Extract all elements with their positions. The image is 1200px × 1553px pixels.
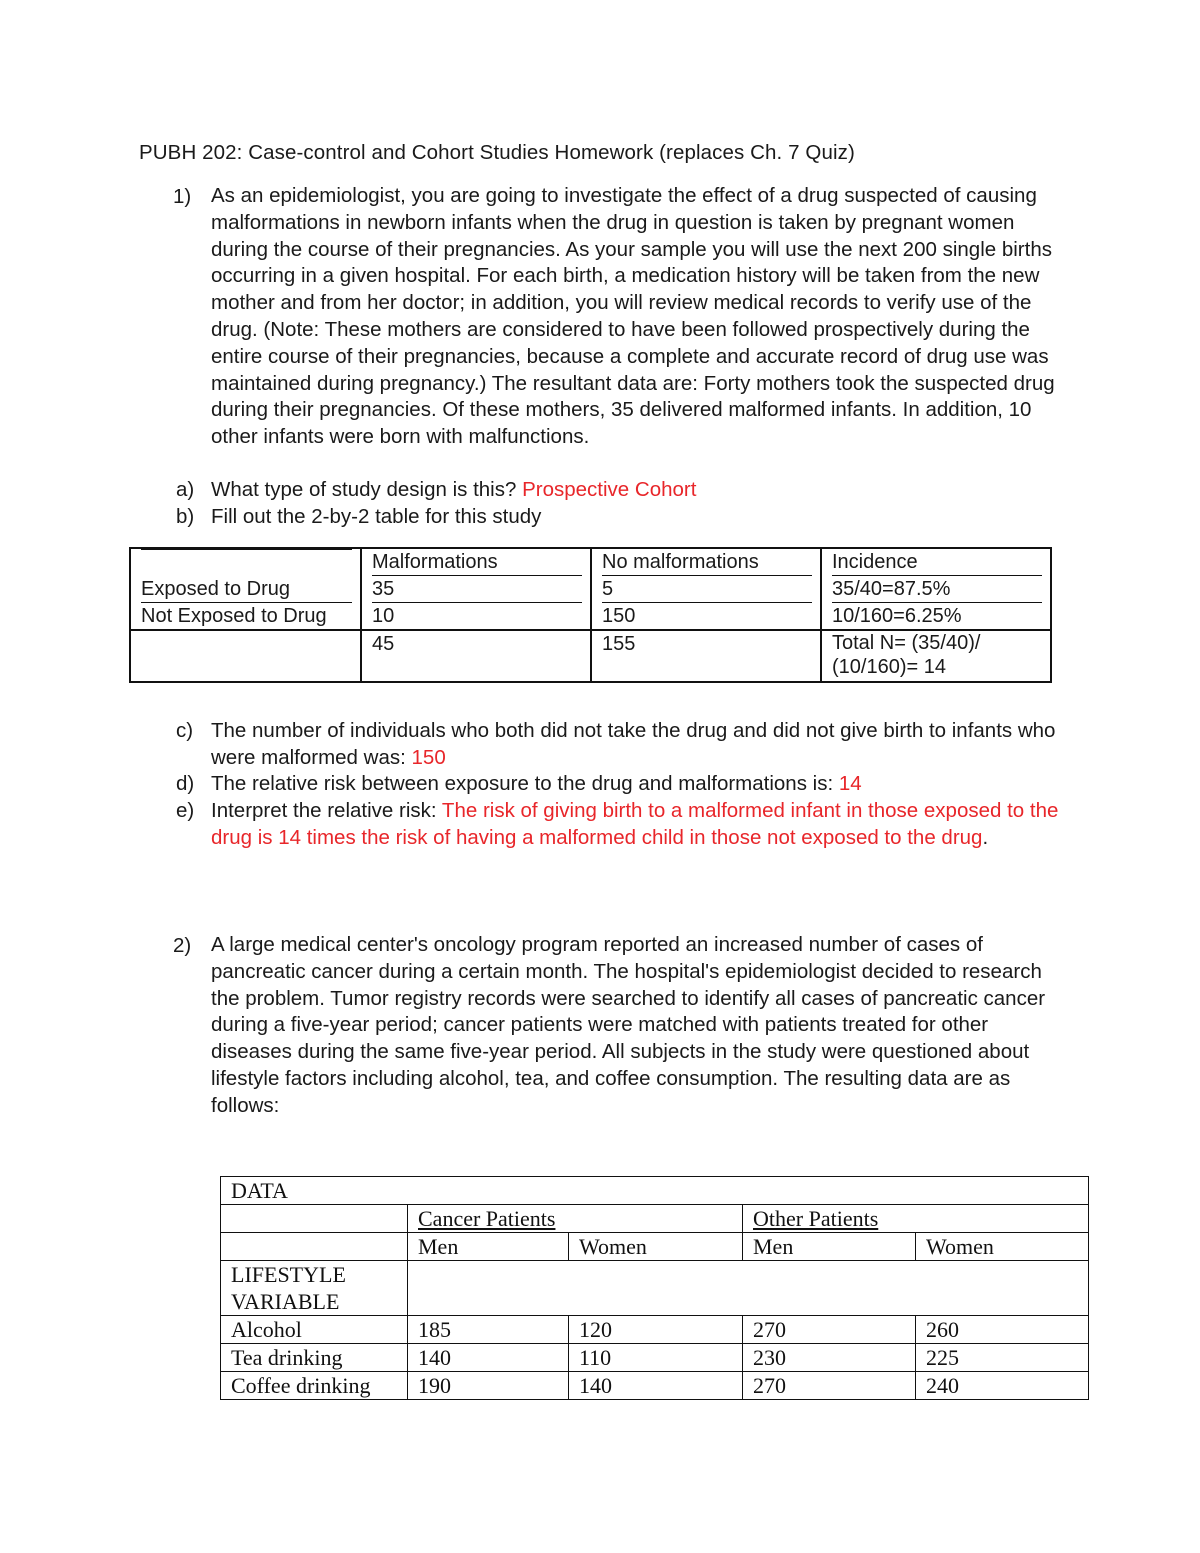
q1c-line <box>211 718 1071 772</box>
q1-text: As an epidemiologist, you are going to investigate the effect of a drug suspected of causing malformations in newborn infants when the drug in question is taken by pregnant women during the course of their pregnancies. As your sample you will use the next 200 single births occurring in a given hospital. For each birth, a medication history will be taken from the new mother and from her doctor; in addition, you will review medical records to verify use of the drug. (Note: These mothers are considered to have been followed prospectively during the entire course of their pregnancies, because a complete and accurate record of drug use was maintained during pregnancy.) The resultant data are: Forty mothers took the suspected drug during their pregnancies. Of these mothers, 35 delivered malformed infants. In addition, 10 other infants were born with malfunctions. <box>211 184 1055 449</box>
table-subheader: Men <box>408 1233 569 1261</box>
table-cell: 10/160=6.25% <box>821 603 1051 630</box>
table-cell: 190 <box>408 1372 569 1400</box>
table-row <box>221 1372 1089 1400</box>
table-section-label: LIFESTYLE VARIABLE <box>221 1261 408 1316</box>
table-cell: 185 <box>408 1316 569 1344</box>
q1-number: 1) <box>173 185 192 208</box>
table-row-label: Coffee drinking <box>221 1372 408 1400</box>
table-cell: 150 <box>591 603 821 630</box>
table-subheader: Women <box>916 1233 1089 1261</box>
two-by-two-table <box>129 547 1052 683</box>
table-cell: 240 <box>916 1372 1089 1400</box>
table-subheader-row <box>221 1233 1089 1261</box>
table-group-header: Other Patients <box>743 1205 1089 1233</box>
table-cell: 230 <box>743 1344 916 1372</box>
q1a-label: a) <box>176 478 195 501</box>
q1d-question: The relative risk between exposure to the drug and malformations is: <box>211 772 834 795</box>
table-cell: 120 <box>569 1316 743 1344</box>
q1c-answer: 150 <box>411 745 446 769</box>
table-cell <box>408 1261 1089 1316</box>
q1d-label: d) <box>176 772 195 795</box>
q2-text: A large medical center's oncology program reported an increased number of cases of pancreatic cancer during a certain month. The hospital's epidemiologist decided to research the problem. Tumor registry records were searched to identify all cases of pancreatic cancer during a five-year period; cancer patients were matched with patients treated for other diseases during the same five-year period. All subjects in the study were questioned about lifestyle factors including alcohol, tea, and coffee consumption. The resulting data are as follows: <box>211 933 1046 1117</box>
q1c-label: c) <box>176 719 194 742</box>
q1e-question: Interpret the relative risk: <box>211 799 437 822</box>
table-row <box>221 1316 1089 1344</box>
table-row-label: Alcohol <box>221 1316 408 1344</box>
table-cell: 45 <box>361 630 591 682</box>
table-cell: 270 <box>743 1316 916 1344</box>
table-subheader: Women <box>569 1233 743 1261</box>
table-header-row <box>130 548 1051 576</box>
table-cell: 110 <box>569 1344 743 1372</box>
q1a-answer: Prospective Cohort <box>522 478 697 501</box>
page-title: PUBH 202: Case-control and Cohort Studies Homework (replaces Ch. 7 Quiz) <box>139 141 855 164</box>
table-cell: 140 <box>569 1372 743 1400</box>
table-cell: 260 <box>916 1316 1089 1344</box>
table-header-cell: Incidence <box>821 548 1051 576</box>
table-cell: Exposed to Drug <box>130 576 361 603</box>
q1d-line <box>211 771 862 798</box>
table-row <box>221 1344 1089 1372</box>
q1d-answer: 14 <box>838 772 862 795</box>
table-caption-row <box>221 1177 1089 1205</box>
table-cell: 225 <box>916 1344 1089 1372</box>
table-cell <box>221 1233 408 1261</box>
q1e-line <box>211 798 1061 852</box>
table-header-cell <box>130 548 361 576</box>
table-cell <box>221 1205 408 1233</box>
table-cell: 35/40=87.5% <box>821 576 1051 603</box>
q1e-label: e) <box>176 799 195 822</box>
table-row-label: Tea drinking <box>221 1344 408 1372</box>
q1a-line <box>211 477 696 504</box>
table-cell: Not Exposed to Drug <box>130 603 361 630</box>
q2-number: 2) <box>173 934 192 957</box>
q1b-label: b) <box>176 505 195 528</box>
table-group-row <box>221 1205 1089 1233</box>
table-cell: 35 <box>361 576 591 603</box>
table-cell: 5 <box>591 576 821 603</box>
table-cell <box>130 630 361 682</box>
table-cell: 10 <box>361 603 591 630</box>
table-row <box>130 576 1051 603</box>
table-cell: 155 <box>591 630 821 682</box>
lifestyle-data-table <box>220 1176 1089 1400</box>
table-section-row <box>221 1261 1089 1316</box>
table-header-cell: No malformations <box>591 548 821 576</box>
q1e-answer: The risk of giving birth to a malformed infant in those exposed to the drug is 14 times the risk of having a malformed child in those not exposed to the drug <box>211 799 1059 849</box>
table-cell: Total N= (35/40)/ (10/160)= 14 <box>821 630 1051 682</box>
table-group-header: Cancer Patients <box>408 1205 743 1233</box>
table-caption: DATA <box>221 1177 1089 1205</box>
table-subheader: Men <box>743 1233 916 1261</box>
table-cell: 270 <box>743 1372 916 1400</box>
q1c-question: The number of individuals who both did not take the drug and did not give birth to infants who were malformed was: <box>211 719 1056 769</box>
table-header-cell: Malformations <box>361 548 591 576</box>
table-cell: 140 <box>408 1344 569 1372</box>
q1a-question: What type of study design is this? <box>211 478 517 501</box>
table-row <box>130 603 1051 630</box>
q1e-end: . <box>982 825 989 849</box>
q1b-question: Fill out the 2-by-2 table for this study <box>211 505 542 528</box>
table-row <box>130 630 1051 682</box>
